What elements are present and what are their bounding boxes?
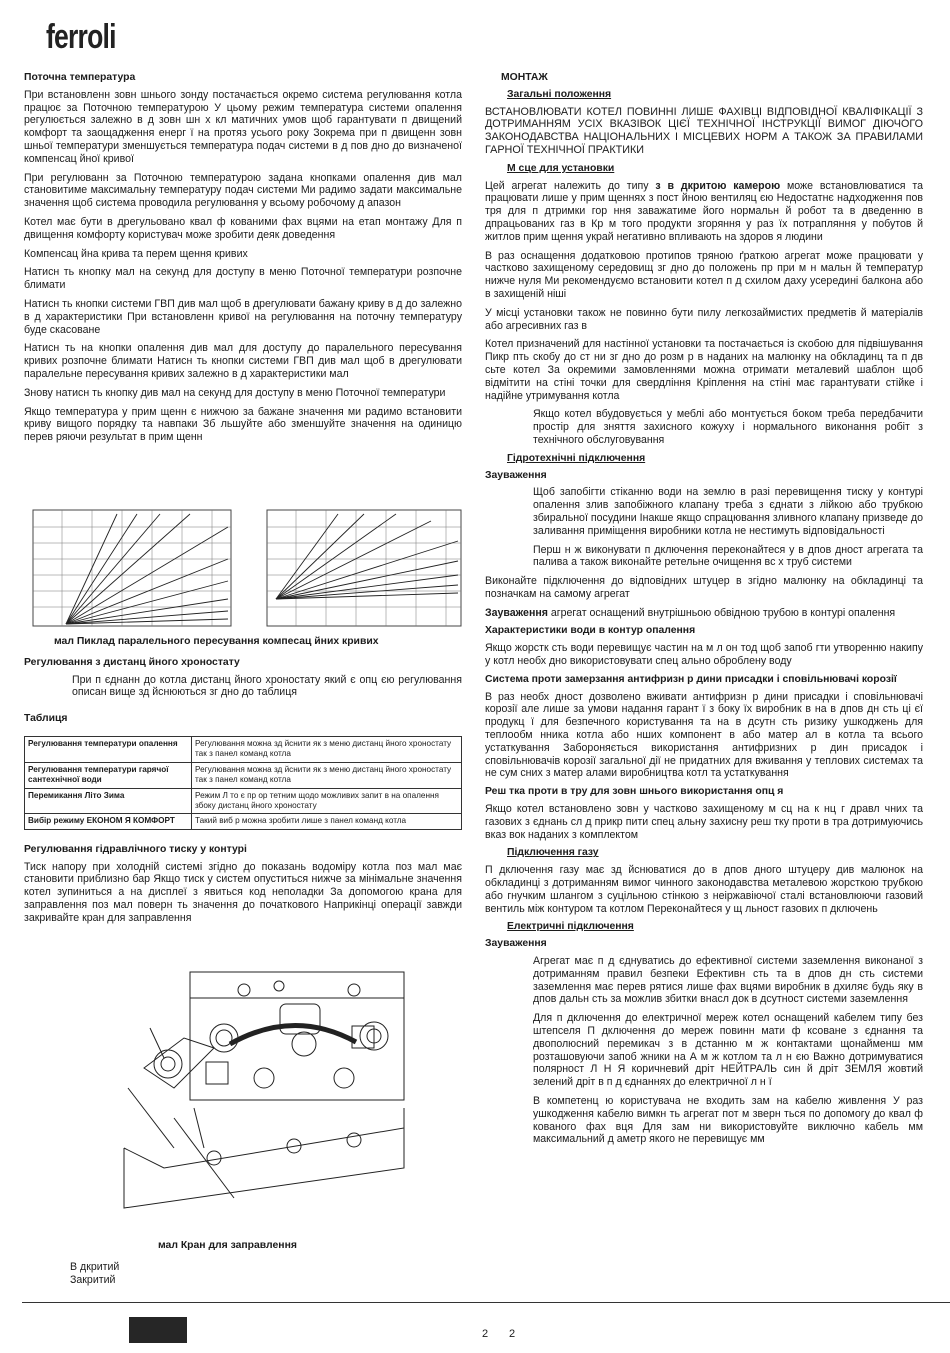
paragraph: При регулюванн за Поточною температурою задана кнопками опалення див мал становитиме максимальну температуру подач системи Ми радимо задати максимальне значення щоб система проводила регулювання у всьому робочому д апазон	[24, 171, 462, 210]
ferroli-logo: ferroli	[46, 18, 116, 56]
paragraph: ВСТАНОВЛЮВАТИ КОТЕЛ ПОВИННІ ЛИШЕ ФАХІВЦІ ВІДПОВІДНОЇ КВАЛІФІКАЦІЇ З ДОТРИМАННЯМ УСІХ ВКАЗІВОК ЦІЄЇ ТЕХНІЧНОЇ ІНСТРУКЦІЇ ВИМОГ ДІЮЧОГО ЗАКОНОДАВСТВА НАЦІОНАЛЬНИХ І МІСЦЕВИХ НОРМ А ТАКОЖ ЗА ПРАВИЛАМИ ГАРНОЇ ТЕХНІЧНОЇ ПРАКТИКИ	[485, 105, 923, 156]
paragraph: Котел призначений для настінної установки та постачається із скобою для підвішування Пикр пть скобу до ст ни зг дно до розм р в наданих на малюнку на обкладинц та п дв сьте котел За окремими замовленнями можна отримати металевий шаблон щоб відмітити на стіні точки для свердління Кріплення на стіні має гарантувати стійке і надійне утримування котла	[485, 338, 923, 402]
paragraph: Знову натисн ть кнопку див мал на секунд для доступу в меню Поточної температури	[24, 386, 446, 399]
fig2-legend	[70, 1240, 450, 1286]
table-cell: Такий виб р можна зробити лише з панел команд котла	[192, 814, 462, 829]
section-heading: Реш тка проти в тру для зовн шнього використання опц я	[485, 786, 784, 798]
paragraph: У місці установки також не повинно бути пилу легкозаймистих предметів й матеріалів або агресивних газ в	[485, 306, 923, 332]
subsection-heading: Підключення газу	[507, 847, 599, 859]
section-heading: Регулювання гідравлічного тиску у контурі	[24, 843, 247, 855]
paragraph: Якщо котел вбудовується у меблі або монтується боком треба передбачити простір для зняття захисного кожуху і нормального виконання робіт з технічного обслуговування	[533, 408, 923, 446]
section-heading: Поточна температура	[24, 72, 136, 83]
paragraph: В компетенц ю користувача не входить зам на кабелю живлення У раз ушкодження кабелю вимкн ть агрегат пот м зверн ться по допомогу до квал ф кованого фах вця Для зам ни використовуйте виключно кабель мм максимальний д аметр якого не перевищує мм	[533, 1094, 923, 1146]
remote-control-table	[24, 736, 462, 830]
paragraph	[485, 607, 923, 620]
right-column	[485, 72, 923, 1152]
language-tab	[129, 1317, 187, 1343]
table-title: Таблиця	[24, 713, 68, 725]
table-cell: Вибір режиму ЕКОНОМ Я КОМФОРТ	[25, 814, 192, 829]
subsection-heading: Загальні положення	[507, 88, 612, 100]
figure-caption: мал Кран для заправлення	[158, 1240, 297, 1251]
paragraph: В раз оснащення додатковою протипов тряною ґраткою агрегат може працювати у частково захищеному середовищ зг дно до положень пр при м н мальн й температур нижче нуля Ми рекомендуємо встановити котел п д схилом даху усередині балкона або в захищеній ніші	[485, 249, 923, 300]
paragraph: Агрегат має п д єднуватись до ефективної системи заземлення виконаної з дотриманням правил безпеки Ефективн сть та в дпов дн сть системи заземлення має перев рятися лише фах вцями виробник в дхиляє будь яку в дпов дальн сть за можлив збитки внасл док в дсутност системи заземлення	[533, 955, 923, 1006]
paragraph: Котел має бути в дрегульовано квал ф кованими фах вцями на етап монтажу Для п двищення комфорту користувач може зробити деяк доведення	[24, 215, 462, 241]
table-cell: Регулювання можна зд йснити як з меню дистанц йного хроностату так з панел команд котла	[192, 762, 462, 788]
text: Цей агрегат належить до типу	[485, 179, 649, 192]
table-row	[25, 736, 462, 762]
paragraph: Компенсац йна крива та перем щення кривих	[24, 247, 248, 260]
note-heading: Зауваження	[485, 469, 547, 481]
paragraph: В раз необх дност дозволено вживати антифризн р дини присадки і сповільнювачі корозії але лише за умови надання гарант ї з боку їх виробник в на в дпов дн сть ці єї продукц ї для безпечного користування та на в дсутн сть ризику ушкоджень для теплообм нника котла або нших компонент в або матер ал в котла та всього устаткування Забороняється використання антифризних р дин присадок і сповільнювачів корозії загальної дії не придатних для вживання у теплових системах та не сум сних з матер алами виробництва котл та устаткування	[485, 690, 923, 780]
paragraph: Для п дключення до електричної мереж котел оснащений кабелем типу без штепселя П дключення до мереж повинн мати ф ксоване з єднання та двополюсний перемикач з в дстанню м ж контактами щонайменш мм розташовуючи запоб жники на А м ж котлом та л н єю Важно дотримуватися полярност Л Н Я коричневий дріт НЕЙТРАЛЬ син й дріт ЗЕМЛЯ жовтий зелений дріт в п д єднаннях до електричної л н ї	[533, 1012, 923, 1089]
paragraph: Натисн ть кнопку мал на секунд для доступу в меню Поточної температури розпочне блимати	[24, 266, 462, 292]
subsection-heading: Гідротехнічні підключення	[507, 452, 646, 464]
fill-valve-illustration	[104, 968, 434, 1230]
paragraph: Якщо жорстк сть води перевищує частин на м л он тод щоб запоб гти утворенню накипу у котл необх дно використовувати спец ально оброблену воду	[485, 642, 923, 668]
section-heading: МОНТАЖ	[501, 72, 548, 83]
paragraph: Перш н ж виконувати п дключення переконайтеся у в дпов дност агрегата та палива а також виконайте ретельне очищення вс х труб системи	[533, 543, 923, 569]
section-heading: Характеристики води в контур опалення	[485, 625, 696, 637]
paragraph: Якщо температура у прим щенн є нижчою за бажане значення ми радимо встановити криву вищого порядку та навпаки Зб льшуйте або зменшуйте значення на одиницю перев ряючи результат в прим щенн	[24, 405, 462, 444]
section-heading: Регулювання з дистанц йного хроностату	[24, 656, 240, 668]
table-cell: Регулювання можна зд йснити як з меню дистанц йного хроностату так з панел команд котла	[192, 736, 462, 762]
text: може встановлюватися та працювати лише у прим щеннях з пост йною вентиляц єю Недостатнє надходження пов тря для п дтримки гор ння заважатиме його нормальн й робот та в дведенню в дпрацьованих газ в Кр м того продукти згоряння у раз їх потрапляння у побутов й житлов прим щення украй негативно впливають на здоров я людини	[485, 179, 923, 243]
footer-divider	[22, 1302, 950, 1303]
table-row	[25, 788, 462, 814]
left-column-lower	[24, 636, 462, 931]
paragraph: Якщо котел встановлено зовн у частково захищеному м сц на к нц г дравл чних та газових з єднань сл д прикр пити спец альну захисну реш тку проти в тра дотримуючись вказ вок наданих з комплектом	[485, 803, 923, 841]
legend-open: В дкритий	[70, 1260, 120, 1273]
paragraph: Натисн ть кнопки системи ГВП див мал щоб в дрегулювати бажану криву в д до залежно в д характеристики При встановленн кривої на регулювання на поточну температуру буде скасоване	[24, 297, 462, 336]
page-number: 2	[482, 1328, 489, 1340]
paragraph: П дключення газу має зд йснюватися до в дпов дного штуцеру див малюнок на обкладинці з дотриманням вимог чинного законодавства металевою жорсткою трубкою або гнучким шлангом з суцільною стінкою з неіржавіючої сталі встановлюючи газовий вентиль між контуром та котлом Переконайтеся у щ льност газових п дключень	[485, 864, 923, 915]
note-heading: Зауваження	[485, 938, 547, 950]
page-number: 2	[509, 1328, 516, 1340]
left-column	[24, 72, 462, 450]
text: агрегат оснащений внутрішньою обвідною трубою в контурі опалення	[550, 606, 896, 619]
section-heading: Система проти замерзання антифризн р дини присадки і сповільнювачі корозії	[485, 673, 897, 685]
paragraph: При п єднанн до котла дистанц йного хроностату який є опц єю регулювання описан вище зд йснюються зг дно до таблиця	[72, 673, 462, 699]
text-bold: з в дкритою камерою	[655, 179, 781, 192]
subsection-heading: М сце для установки	[507, 162, 615, 174]
paragraph: Щоб запобігти стіканню води на землю в разі перевищення тиску у контурі опалення злив запобіжного клапану треба з єднати з лійкою або трубкою збиральної посудини Інакше якщо спрацювання зливного клапану призведе до заливання приміщення виробники котла не нестимуть відповідальності	[533, 486, 923, 537]
text-bold: Зауваження	[485, 606, 548, 619]
table-cell: Регулювання температури опалення	[25, 736, 192, 762]
table-row	[25, 814, 462, 829]
table-cell: Режим Л то є пр ор тетним щодо можливих запит в на опалення збоку дистанц йного хроностату	[192, 788, 462, 814]
compensation-curves-chart-right	[266, 509, 462, 627]
table-cell: Регулювання температури гарячої сантехнічної води	[25, 762, 192, 788]
compensation-curves-chart-left	[32, 509, 232, 627]
paragraph: Виконайте підключення до відповідних штуцер в згідно малюнку на обкладинці та позначкам на самому агрегат	[485, 575, 923, 600]
legend-closed: Закритий	[70, 1273, 116, 1286]
paragraph: Тиск напору при холодній системі згідно до показань водоміру котла поз мал має становити приблизно бар Якщо тиск у систем опуститься нижче за мінімальне значення котел зупиниться а на дисплеї з явиться код неполадки За допомогою крана для заправлення поз мал поверн ть значення до початкового Наприкінці операції завжди закривайте кран для заправлення	[24, 860, 462, 924]
table-cell: Перемикання Літо Зима	[25, 788, 192, 814]
figure-caption: мал Пиклад паралельного пересування компесац йних кривих	[54, 636, 379, 647]
table-row	[25, 762, 462, 788]
paragraph: При встановленн зовн шнього зонду постачається окремо система регулювання котла працює за Поточною температурою У цьому режим температура системи опалення регулюється залежно в д зовн шн х кл матичних умов щоб гарантувати п двищений комфорт та заощадження енерг ї на протяз усього року Зокрема при п двищенн зовн шньої температури зменшується температура подач системи в д пов дно до визначеної компенсац йної кривої	[24, 88, 462, 165]
paragraph: Натисн ть на кнопки опалення див мал для доступу до паралельного пересування кривих розпочне блимати Натисн ть кнопки системи ГВП див мал щоб в дрегулювати паралельне пересування кривих залежно в д характеристики мал	[24, 342, 462, 380]
paragraph	[485, 180, 923, 244]
subsection-heading: Електричні підключення	[507, 921, 634, 933]
